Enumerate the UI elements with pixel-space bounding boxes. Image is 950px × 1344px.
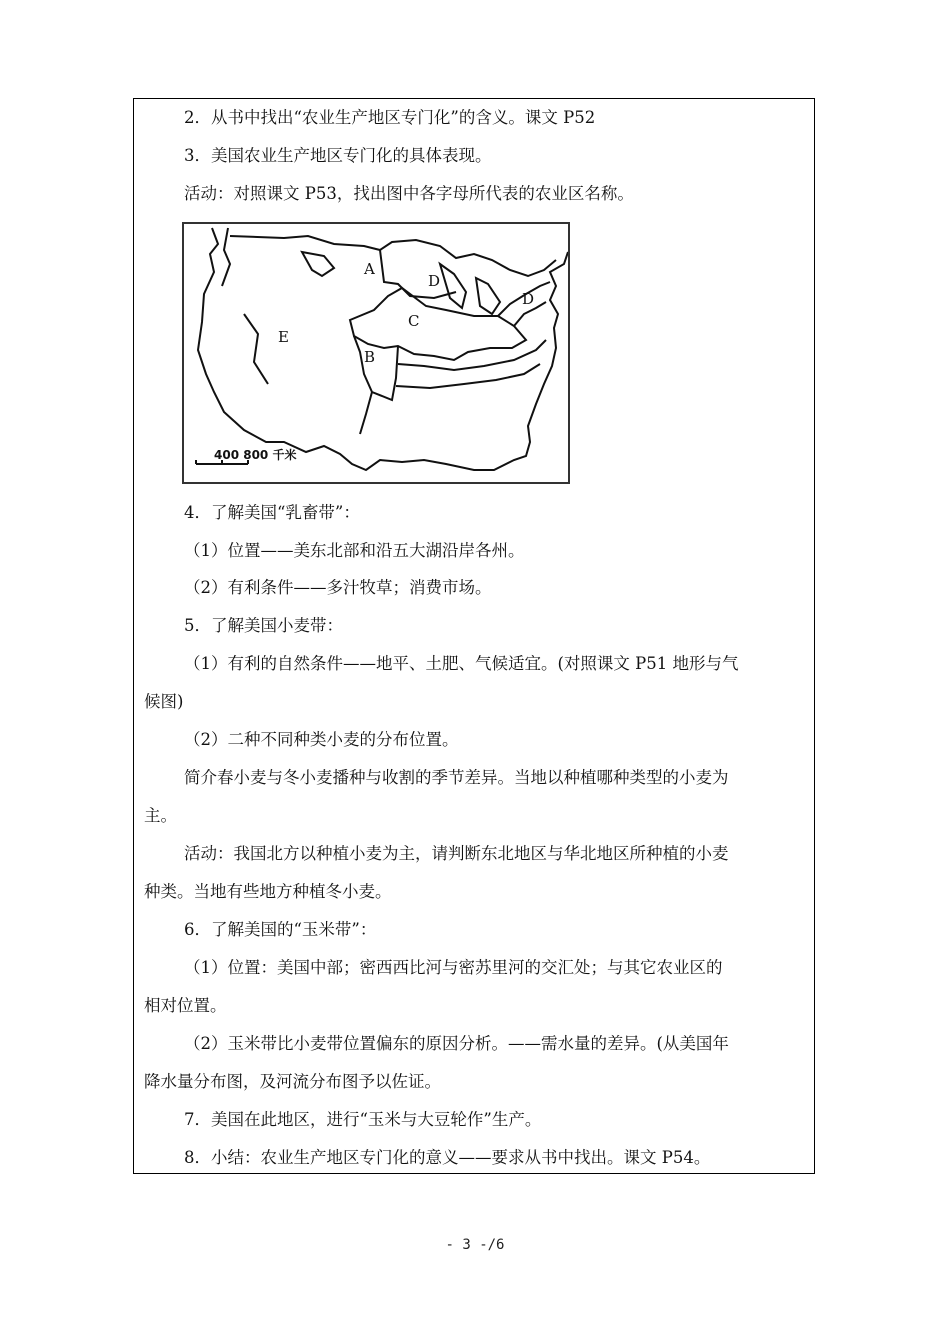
text-line-8: （1）有利的自然条件——地平、土肥、气候适宜。(对照课文 P51 地形与气 (184, 654, 739, 673)
text-line-16: （1）位置：美国中部；密西西比河与密苏里河的交汇处；与其它农业区的 (184, 958, 723, 977)
text-line-21: 8．小结：农业生产地区专门化的意义——要求从书中找出。课文 P54。 (184, 1148, 711, 1167)
text-line-2: 3．美国农业生产地区专门化的具体表现。 (184, 146, 492, 165)
text-line-5: （1）位置——美东北部和沿五大湖沿岸各州。 (184, 541, 525, 560)
scale-bar (196, 447, 296, 464)
label-D-2: D (522, 290, 535, 308)
text-line-17: 相对位置。 (144, 996, 227, 1015)
label-E: E (278, 328, 289, 346)
text-line-7: 5．了解美国小麦带： (184, 616, 343, 635)
text-line-18: （2）玉米带比小麦带位置偏东的原因分析。——需水量的差异。(从美国年 (184, 1034, 729, 1053)
text-line-3: 活动：对照课文 P53，找出图中各字母所代表的农业区名称。 (184, 184, 634, 203)
text-line-19: 降水量分布图，及河流分布图予以佐证。 (144, 1072, 441, 1091)
text-line-9: 候图) (144, 692, 184, 711)
text-line-20: 7．美国在此地区，进行“玉米与大豆轮作”生产。 (184, 1110, 542, 1129)
text-line-1: 2．从书中找出“农业生产地区专门化”的含义。课文 P52 (184, 108, 596, 127)
scale-text: 400 800 千米 (214, 448, 297, 462)
text-line-14: 种类。当地有些地方种植冬小麦。 (144, 882, 392, 901)
page-number: - 3 -/6 (445, 1237, 505, 1253)
text-line-6: （2）有利条件——多汁牧草；消费市场。 (184, 578, 492, 597)
us-agriculture-map (182, 222, 570, 484)
label-C: C (408, 312, 420, 330)
text-line-11: 简介春小麦与冬小麦播种与收割的季节差异。当地以种植哪种类型的小麦为 (184, 768, 729, 787)
text-line-13: 活动：我国北方以种植小麦为主，请判断东北地区与华北地区所种植的小麦 (184, 844, 729, 863)
label-B: B (364, 348, 376, 366)
label-A: A (364, 260, 375, 278)
map-outline (184, 224, 568, 482)
text-line-10: （2）二种不同种类小麦的分布位置。 (184, 730, 459, 749)
text-line-12: 主。 (144, 806, 177, 825)
label-D-1: D (428, 272, 441, 290)
text-line-15: 6．了解美国的“玉米带”： (184, 920, 377, 939)
text-line-4: 4．了解美国“乳畜带”： (184, 503, 360, 522)
